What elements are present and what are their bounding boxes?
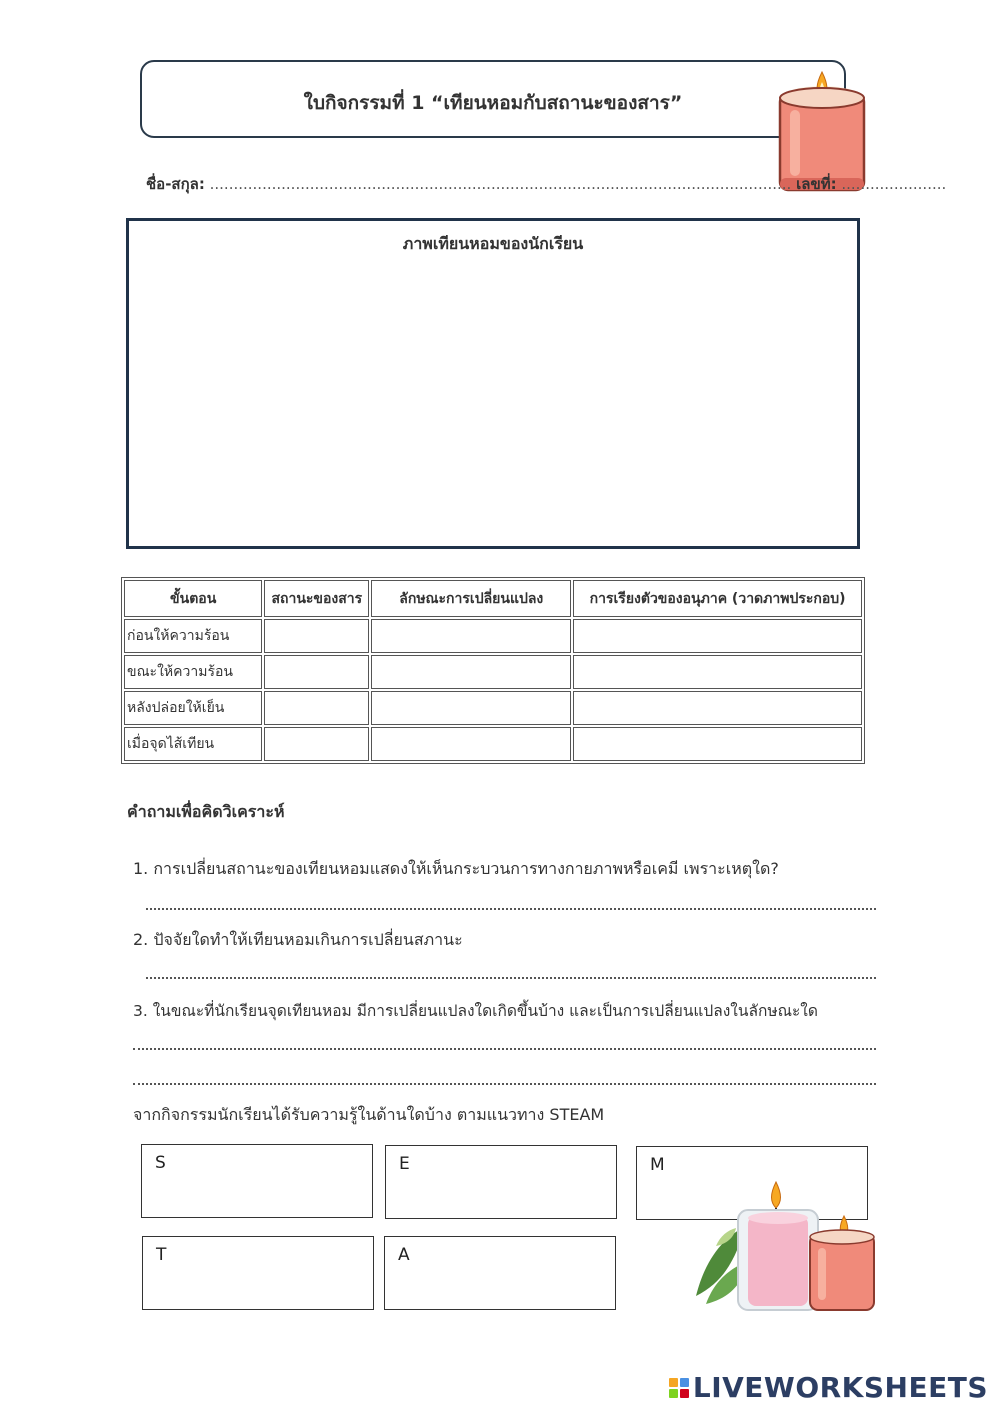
steam-box-s[interactable] (141, 1144, 373, 1218)
answer-cell[interactable] (371, 619, 571, 653)
row-step-label: เมื่อจุดไส้เทียน (124, 727, 262, 761)
table-row (124, 691, 862, 725)
answer-line-2[interactable] (146, 977, 876, 979)
number-label: เลขที่: (796, 175, 837, 193)
name-label: ชื่อ-สกุล: (146, 175, 205, 193)
steam-letter-s: S (155, 1153, 166, 1173)
question-2: 2. ปัจจัยใดทำให้เทียนหอมเกินการเปลี่ยนสภานะ (133, 930, 463, 949)
answer-cell[interactable] (264, 727, 369, 761)
header-change: ลักษณะการเปลี่ยนแปลง (371, 580, 571, 617)
answer-line-1[interactable] (146, 908, 876, 910)
candles-illustration (686, 1176, 882, 1316)
question-1: 1. การเปลี่ยนสถานะของเทียนหอมแสดงให้เห็นกระบวนการทางกายภาพหรือเคมี เพราะเหตุใด? (133, 859, 779, 878)
table-row (124, 655, 862, 689)
logo-text: LIVEWORKSHEETS (692, 1371, 988, 1404)
header-state: สถานะของสาร (264, 580, 369, 617)
questions-heading: คำถามเพื่อคิดวิเคราะห์ (127, 802, 285, 821)
table-row (124, 619, 862, 653)
name-field[interactable]: .......................................................................................................................... (209, 175, 792, 193)
pink-candle-top (748, 1212, 808, 1224)
liveworksheets-logo (669, 1371, 988, 1404)
logo-mark-icon (669, 1378, 689, 1398)
answer-cell[interactable] (371, 691, 571, 725)
question-3: 3. ในขณะที่นักเรียนจุดเทียนหอม มีการเปลี่ยนแปลงใดเกิดขึ้นบ้าง และเป็นการเปลี่ยนแปลงในลักษณะใด (133, 1002, 818, 1020)
steam-letter-m: M (650, 1155, 665, 1175)
header-step: ขั้นตอน (124, 580, 262, 617)
steam-box-a[interactable] (384, 1236, 616, 1310)
student-info-line (146, 172, 946, 196)
steam-box-e[interactable] (385, 1145, 617, 1219)
answer-cell[interactable] (371, 727, 571, 761)
photo-upload-area[interactable] (126, 218, 860, 549)
answer-cell[interactable] (371, 655, 571, 689)
steam-letter-e: E (399, 1154, 410, 1174)
steam-intro: จากกิจกรรมนักเรียนได้รับความรู้ในด้านใดบ้าง ตามแนวทาง STEAM (133, 1105, 605, 1124)
answer-cell[interactable] (573, 619, 862, 653)
header-particles: การเรียงตัวของอนุภาค (วาดภาพประกอบ) (573, 580, 862, 617)
answer-line-3a[interactable] (133, 1048, 876, 1050)
row-step-label: ก่อนให้ความร้อน (124, 619, 262, 653)
flame-icon (772, 1182, 781, 1208)
candle-highlight (790, 110, 800, 176)
jar-candle-highlight (818, 1248, 826, 1300)
number-field[interactable]: ...................... (841, 175, 947, 193)
answer-cell[interactable] (573, 727, 862, 761)
answer-cell[interactable] (573, 691, 862, 725)
row-step-label: หลังปล่อยให้เย็น (124, 691, 262, 725)
answer-cell[interactable] (573, 655, 862, 689)
state-change-table (121, 577, 865, 764)
answer-cell[interactable] (264, 655, 369, 689)
answer-line-3b[interactable] (133, 1083, 876, 1085)
table-header-row (124, 580, 862, 617)
candle-wax (780, 88, 864, 108)
page-title: ใบกิจกรรมที่ 1 “เทียนหอมกับสถานะของสาร” (303, 92, 683, 114)
photo-area-title: ภาพเทียนหอมของนักเรียน (402, 234, 584, 253)
table-row (124, 727, 862, 761)
steam-letter-a: A (398, 1245, 410, 1265)
answer-cell[interactable] (264, 691, 369, 725)
pink-candle (748, 1216, 808, 1306)
row-step-label: ขณะให้ความร้อน (124, 655, 262, 689)
steam-letter-t: T (156, 1245, 167, 1265)
steam-box-t[interactable] (142, 1236, 374, 1310)
answer-cell[interactable] (264, 619, 369, 653)
jar-candle-wax (810, 1230, 874, 1244)
